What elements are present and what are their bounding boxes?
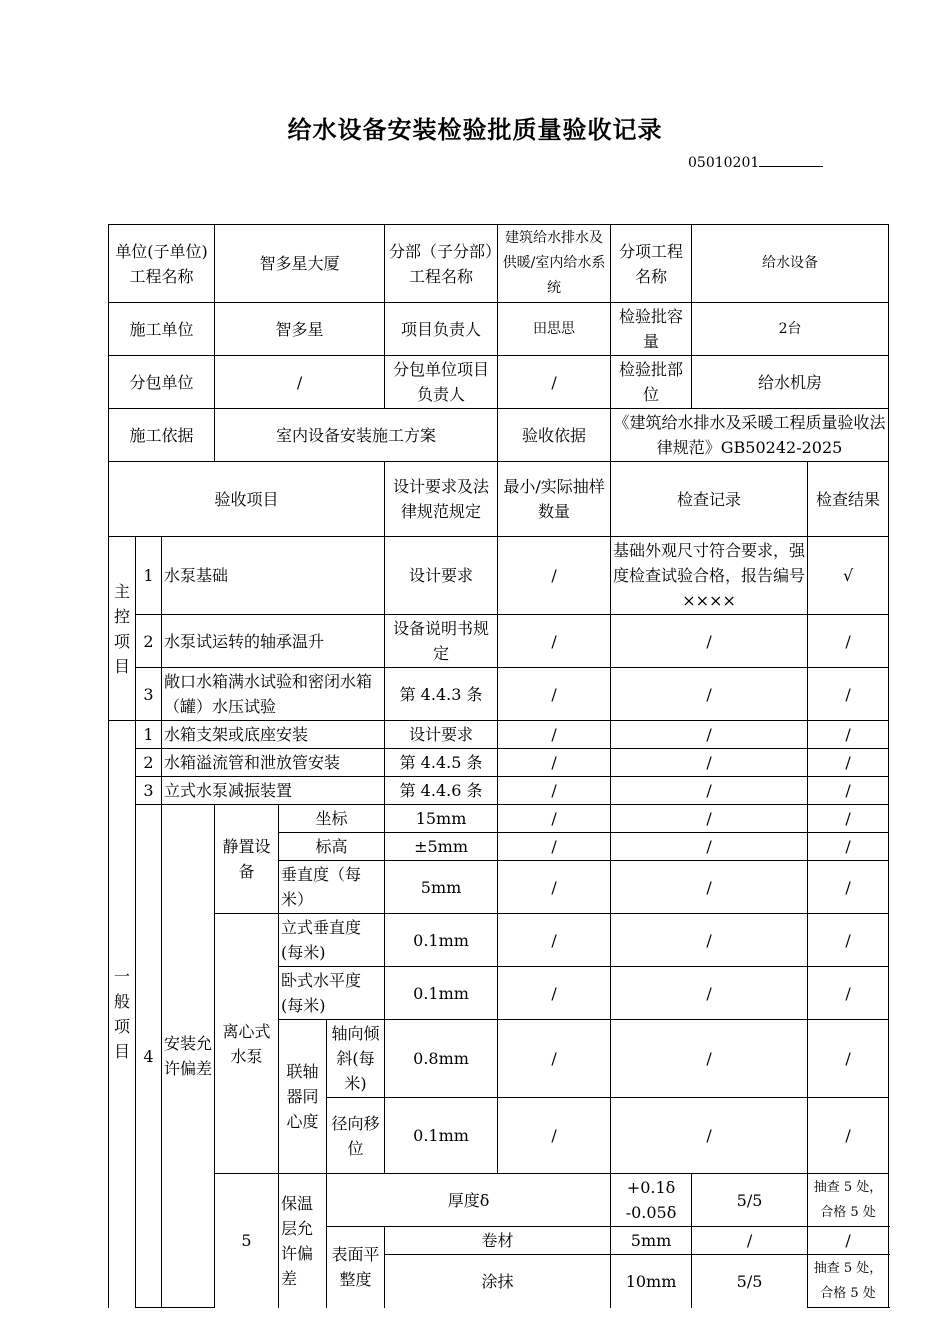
row-no: 1 — [136, 721, 162, 749]
header-requirement: 设计要求及法律规范规定 — [385, 462, 498, 537]
sub-pm-value: / — [498, 356, 611, 409]
basis-value: 室内设备安装施工方案 — [215, 409, 498, 462]
info-row — [109, 356, 889, 409]
form-code-blank[interactable] — [759, 155, 823, 167]
row-record: / — [611, 777, 808, 805]
row-sample: / — [498, 537, 611, 615]
row-result: / — [808, 1020, 889, 1098]
row-sample: / — [498, 721, 611, 749]
row-name: 水箱支架或底座安装 — [162, 721, 385, 749]
row-result: / — [808, 967, 889, 1020]
row-sample: / — [498, 967, 611, 1020]
row-sample: / — [498, 749, 611, 777]
row-record: / — [808, 1227, 889, 1255]
capacity-value: 2台 — [692, 303, 889, 356]
insulation-label: 保温层允许偏差 — [279, 1174, 327, 1308]
row-sample: / — [498, 668, 611, 721]
row-no: 3 — [136, 777, 162, 805]
subcontractor-label: 分包单位 — [109, 356, 215, 409]
subcontractor-value: / — [215, 356, 385, 409]
row-requirement: 5mm — [385, 861, 498, 914]
row-requirement: 0.1mm — [385, 914, 498, 967]
row-requirement: 第 4.4.3 条 — [385, 668, 498, 721]
row-result: / — [808, 805, 889, 833]
table-row — [109, 777, 889, 805]
row-no: 4 — [136, 805, 162, 1308]
row-sample: 5/5 — [692, 1255, 808, 1308]
row-name: 水泵基础 — [162, 537, 385, 615]
centrifugal-pump-label: 离心式水泵 — [215, 914, 279, 1174]
pm-label: 项目负责人 — [385, 303, 498, 356]
row-name: 厚度δ — [327, 1174, 611, 1227]
row-requirement: 第 4.4.6 条 — [385, 777, 498, 805]
table-row — [109, 914, 889, 967]
row-result: / — [808, 749, 889, 777]
row-requirement: 第 4.4.5 条 — [385, 749, 498, 777]
form-code — [688, 155, 823, 171]
row-requirement: +0.1δ -0.05δ — [611, 1174, 692, 1227]
acceptance-value: 《建筑给水排水及采暖工程质量验收法律规范》GB50242-2025 — [611, 409, 889, 462]
unit-value: 智多星大厦 — [215, 225, 385, 303]
row-record: / — [611, 833, 808, 861]
row-name: 水泵试运转的轴承温升 — [162, 615, 385, 668]
row-name: 坐标 — [279, 805, 385, 833]
row-record: 抽查 5 处，合格 5 处 — [808, 1174, 889, 1227]
general-label: 一般项目 — [109, 721, 136, 1308]
basis-label: 施工依据 — [109, 409, 215, 462]
row-no: 2 — [136, 615, 162, 668]
row-sample: / — [498, 615, 611, 668]
item-value: 给水设备 — [692, 225, 889, 303]
row-name: 垂直度（每米） — [279, 861, 385, 914]
subproject-value: 建筑给水排水及供暖/室内给水系统 — [498, 225, 611, 303]
sub-pm-label: 分包单位项目负责人 — [385, 356, 498, 409]
main-control-label: 主控项目 — [109, 537, 136, 721]
row-sample: / — [692, 1227, 808, 1255]
row-name: 水箱溢流管和泄放管安装 — [162, 749, 385, 777]
row-record: / — [611, 914, 808, 967]
row-result: / — [808, 721, 889, 749]
row-result: / — [808, 1098, 889, 1174]
row-sample: / — [498, 861, 611, 914]
unit-label: 单位(子单位)工程名称 — [109, 225, 215, 303]
row-record: / — [611, 861, 808, 914]
row-name: 卧式水平度(每米) — [279, 967, 385, 1020]
row-requirement: 10mm — [611, 1255, 692, 1308]
builder-value: 智多星 — [215, 303, 385, 356]
table-row — [109, 749, 889, 777]
capacity-label: 检验批容量 — [611, 303, 692, 356]
row-requirement: 设备说明书规定 — [385, 615, 498, 668]
row-record: / — [611, 721, 808, 749]
builder-label: 施工单位 — [109, 303, 215, 356]
row-sample: / — [498, 1098, 611, 1174]
row-record: / — [611, 967, 808, 1020]
row-result: / — [808, 833, 889, 861]
row-sample: / — [498, 1020, 611, 1098]
item-label: 分项工程名称 — [611, 225, 692, 303]
inspection-table — [108, 224, 889, 1308]
acceptance-label: 验收依据 — [498, 409, 611, 462]
row-result: / — [808, 668, 889, 721]
row-requirement: 15mm — [385, 805, 498, 833]
row-sample: / — [498, 777, 611, 805]
header-result: 检查结果 — [808, 462, 889, 537]
static-equipment-label: 静置设备 — [215, 805, 279, 914]
row-no: 1 — [136, 537, 162, 615]
row-record: / — [611, 668, 808, 721]
row-record: 基础外观尺寸符合要求，强度检查试验合格，报告编号×××× — [611, 537, 808, 615]
info-row — [109, 303, 889, 356]
table-row — [109, 1174, 889, 1227]
header-row — [109, 462, 889, 537]
row-name: 径向移位 — [327, 1098, 385, 1174]
row-result: / — [808, 914, 889, 967]
row-name: 轴向倾斜(每米) — [327, 1020, 385, 1098]
row-name: 敞口水箱满水试验和密闭水箱（罐）水压试验 — [162, 668, 385, 721]
header-sample: 最小/实际抽样数量 — [498, 462, 611, 537]
row-requirement: 0.8mm — [385, 1020, 498, 1098]
page-title: 给水设备安装检验批质量验收记录 — [287, 115, 663, 144]
row-requirement: 设计要求 — [385, 721, 498, 749]
row-requirement: 0.1mm — [385, 1098, 498, 1174]
row-result: / — [808, 615, 889, 668]
table-row — [109, 668, 889, 721]
row-requirement: 5mm — [611, 1227, 692, 1255]
row-record: / — [611, 749, 808, 777]
form-code-number: 05010201 — [688, 155, 760, 171]
info-row — [109, 409, 889, 462]
row-sample: / — [498, 805, 611, 833]
row-requirement: 设计要求 — [385, 537, 498, 615]
row-record: 抽查 5 处，合格 5 处 — [808, 1255, 889, 1308]
row-sample: 5/5 — [692, 1174, 808, 1227]
table-row — [109, 721, 889, 749]
row-result: / — [808, 777, 889, 805]
row-no: 3 — [136, 668, 162, 721]
header-item: 验收项目 — [109, 462, 385, 537]
subproject-label: 分部（子分部）工程名称 — [385, 225, 498, 303]
row-result: √ — [808, 537, 889, 615]
row-requirement: 0.1mm — [385, 967, 498, 1020]
row-no: 2 — [136, 749, 162, 777]
row-name: 立式水泵减振装置 — [162, 777, 385, 805]
table-row — [109, 805, 889, 833]
tolerance-label: 安装允许偏差 — [162, 805, 215, 1308]
row-name: 标高 — [279, 833, 385, 861]
table-row — [109, 537, 889, 615]
part-value: 给水机房 — [692, 356, 889, 409]
row-sample: / — [498, 833, 611, 861]
row-record: / — [611, 615, 808, 668]
row-result: / — [808, 861, 889, 914]
row-name: 立式垂直度(每米) — [279, 914, 385, 967]
row-sample: / — [498, 914, 611, 967]
row-record: / — [611, 1020, 808, 1098]
info-row — [109, 225, 889, 303]
row-no: 5 — [215, 1174, 279, 1308]
flatness-label: 表面平整度 — [327, 1227, 385, 1308]
row-record: / — [611, 1098, 808, 1174]
row-name: 卷材 — [385, 1227, 611, 1255]
table-row — [109, 615, 889, 668]
row-requirement: ±5mm — [385, 833, 498, 861]
coupling-label: 联轴器同心度 — [279, 1020, 327, 1174]
row-name: 涂抹 — [385, 1255, 611, 1308]
part-label: 检验批部位 — [611, 356, 692, 409]
pm-value: 田思思 — [498, 303, 611, 356]
header-record: 检查记录 — [611, 462, 808, 537]
row-record: / — [611, 805, 808, 833]
